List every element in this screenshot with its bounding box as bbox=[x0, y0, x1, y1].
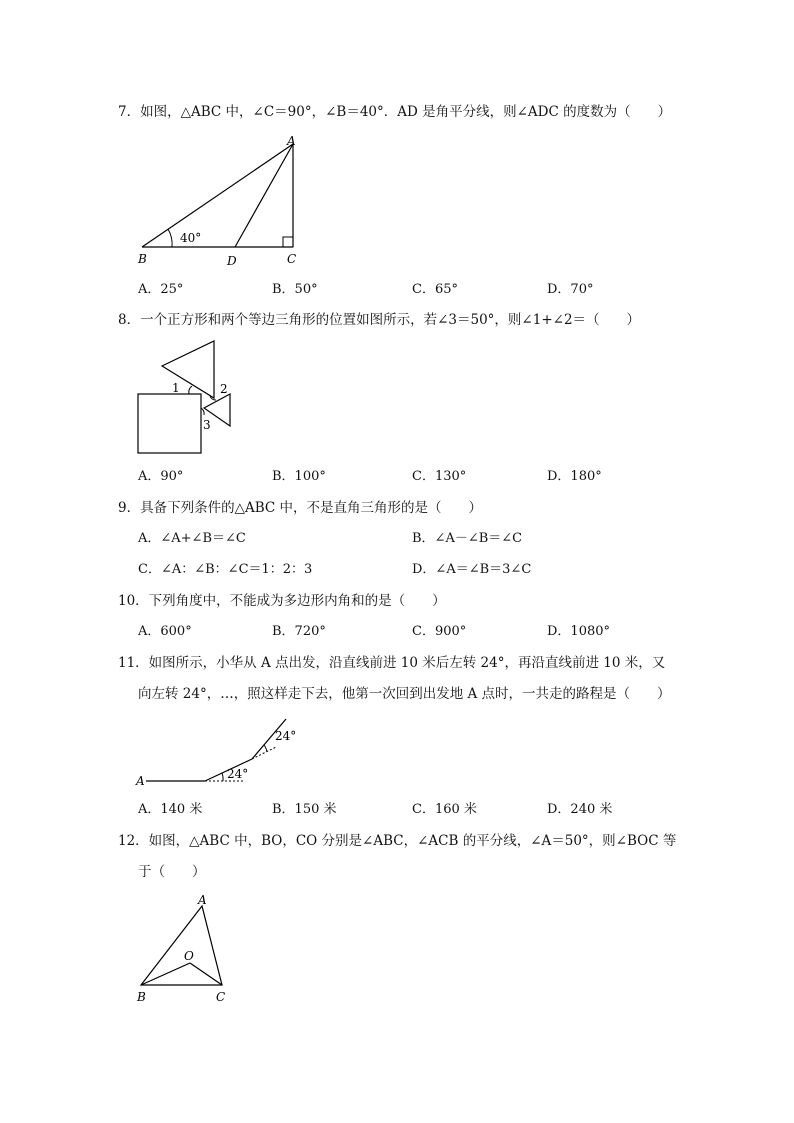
q8-angle-3-label: 3 bbox=[203, 418, 211, 432]
q11-option-b[interactable]: B．150 米 bbox=[272, 802, 337, 817]
question-10-stem: 10．下列角度中，不能成为多边形内角和的是（ ） bbox=[118, 593, 446, 609]
q12-vertex-b: B bbox=[137, 990, 146, 1004]
q11-path-figure bbox=[130, 712, 310, 792]
question-12-stem-cont: 于（ ） bbox=[138, 864, 206, 880]
q12-bisector-bo bbox=[141, 963, 190, 985]
question-9-stem: 9．具备下列条件的△ABC 中，不是直角三角形的是（ ） bbox=[118, 500, 483, 516]
q9-option-b[interactable]: B．∠A－∠B＝∠C bbox=[412, 531, 523, 546]
q7-option-b[interactable]: B．50° bbox=[272, 282, 318, 297]
question-11-stem: 11．如图所示，小华从 A 点出发，沿直线前进 10 米后左转 24°，再沿直线前进 10 米，又 bbox=[118, 655, 666, 671]
q8-angle-1-label: 1 bbox=[172, 381, 180, 395]
q7-option-d[interactable]: D．70° bbox=[547, 282, 594, 297]
q9-option-d[interactable]: D．∠A＝∠B＝3∠C bbox=[412, 562, 532, 577]
q7-vertex-c: C bbox=[287, 252, 297, 266]
question-12-stem: 12．如图，△ABC 中，BO，CO 分别是∠ABC，∠ACB 的平分线，∠A＝50°，则∠BOC 等 bbox=[118, 833, 677, 849]
q12-point-o: O bbox=[184, 949, 194, 963]
q11-angle-arc-1 bbox=[222, 773, 223, 781]
q10-option-d[interactable]: D．1080° bbox=[547, 624, 611, 639]
q7-right-angle-mark bbox=[283, 237, 293, 247]
q12-triangle-abc bbox=[141, 906, 222, 985]
q11-option-d[interactable]: D．240 米 bbox=[547, 802, 613, 817]
q12-triangle-figure bbox=[130, 890, 240, 1010]
q11-angle-label-1: 24° bbox=[227, 767, 249, 781]
q8-option-d[interactable]: D．180° bbox=[547, 469, 602, 484]
q10-option-b[interactable]: B．720° bbox=[272, 624, 326, 639]
q11-option-a[interactable]: A．140 米 bbox=[138, 802, 203, 817]
q7-bisector-ad bbox=[235, 144, 293, 247]
q12-vertex-a: A bbox=[198, 893, 207, 907]
q7-vertex-b: B bbox=[138, 252, 147, 266]
q11-extension-2 bbox=[252, 747, 276, 759]
q9-option-c[interactable]: C．∠A：∠B：∠C＝1：2：3 bbox=[138, 562, 313, 577]
q7-triangle-figure bbox=[130, 132, 310, 272]
q7-angle-label: 40° bbox=[180, 231, 202, 245]
q9-option-a[interactable]: A．∠A+∠B＝∠C bbox=[138, 531, 246, 546]
q11-start-a: A bbox=[136, 774, 145, 788]
q7-angle-arc bbox=[168, 229, 172, 247]
q11-option-c[interactable]: C．160 米 bbox=[412, 802, 477, 817]
q8-option-c[interactable]: C．130° bbox=[412, 469, 467, 484]
q8-square-triangles-figure bbox=[130, 336, 240, 460]
q11-angle-arc-2 bbox=[264, 745, 267, 752]
q7-vertex-a: A bbox=[287, 134, 296, 148]
q8-angle-1-arc bbox=[189, 386, 192, 394]
q7-option-a[interactable]: A．25° bbox=[138, 282, 184, 297]
q8-option-a[interactable]: A．90° bbox=[138, 469, 184, 484]
q7-side-ab bbox=[142, 144, 293, 247]
question-11-stem-cont: 向左转 24°，…，照这样走下去，他第一次回到出发地 A 点时，一共走的路程是（ ） bbox=[138, 686, 671, 702]
q8-square bbox=[138, 394, 201, 453]
question-7-stem: 7．如图，△ABC 中，∠C＝90°，∠B＝40°．AD 是角平分线，则∠ADC 的度数为（ ） bbox=[118, 104, 672, 120]
q10-option-a[interactable]: A．600° bbox=[138, 624, 192, 639]
q8-angle-2-label: 2 bbox=[220, 382, 228, 396]
q7-option-c[interactable]: C．65° bbox=[412, 282, 458, 297]
q11-angle-label-2: 24° bbox=[275, 729, 297, 743]
q8-option-b[interactable]: B．100° bbox=[272, 469, 326, 484]
q8-large-triangle bbox=[162, 341, 214, 398]
q12-vertex-c: C bbox=[216, 990, 226, 1004]
q10-option-c[interactable]: C．900° bbox=[412, 624, 467, 639]
question-8-stem: 8．一个正方形和两个等边三角形的位置如图所示，若∠3＝50°，则∠1+∠2＝（ ） bbox=[118, 312, 641, 328]
q7-point-d: D bbox=[227, 254, 237, 268]
